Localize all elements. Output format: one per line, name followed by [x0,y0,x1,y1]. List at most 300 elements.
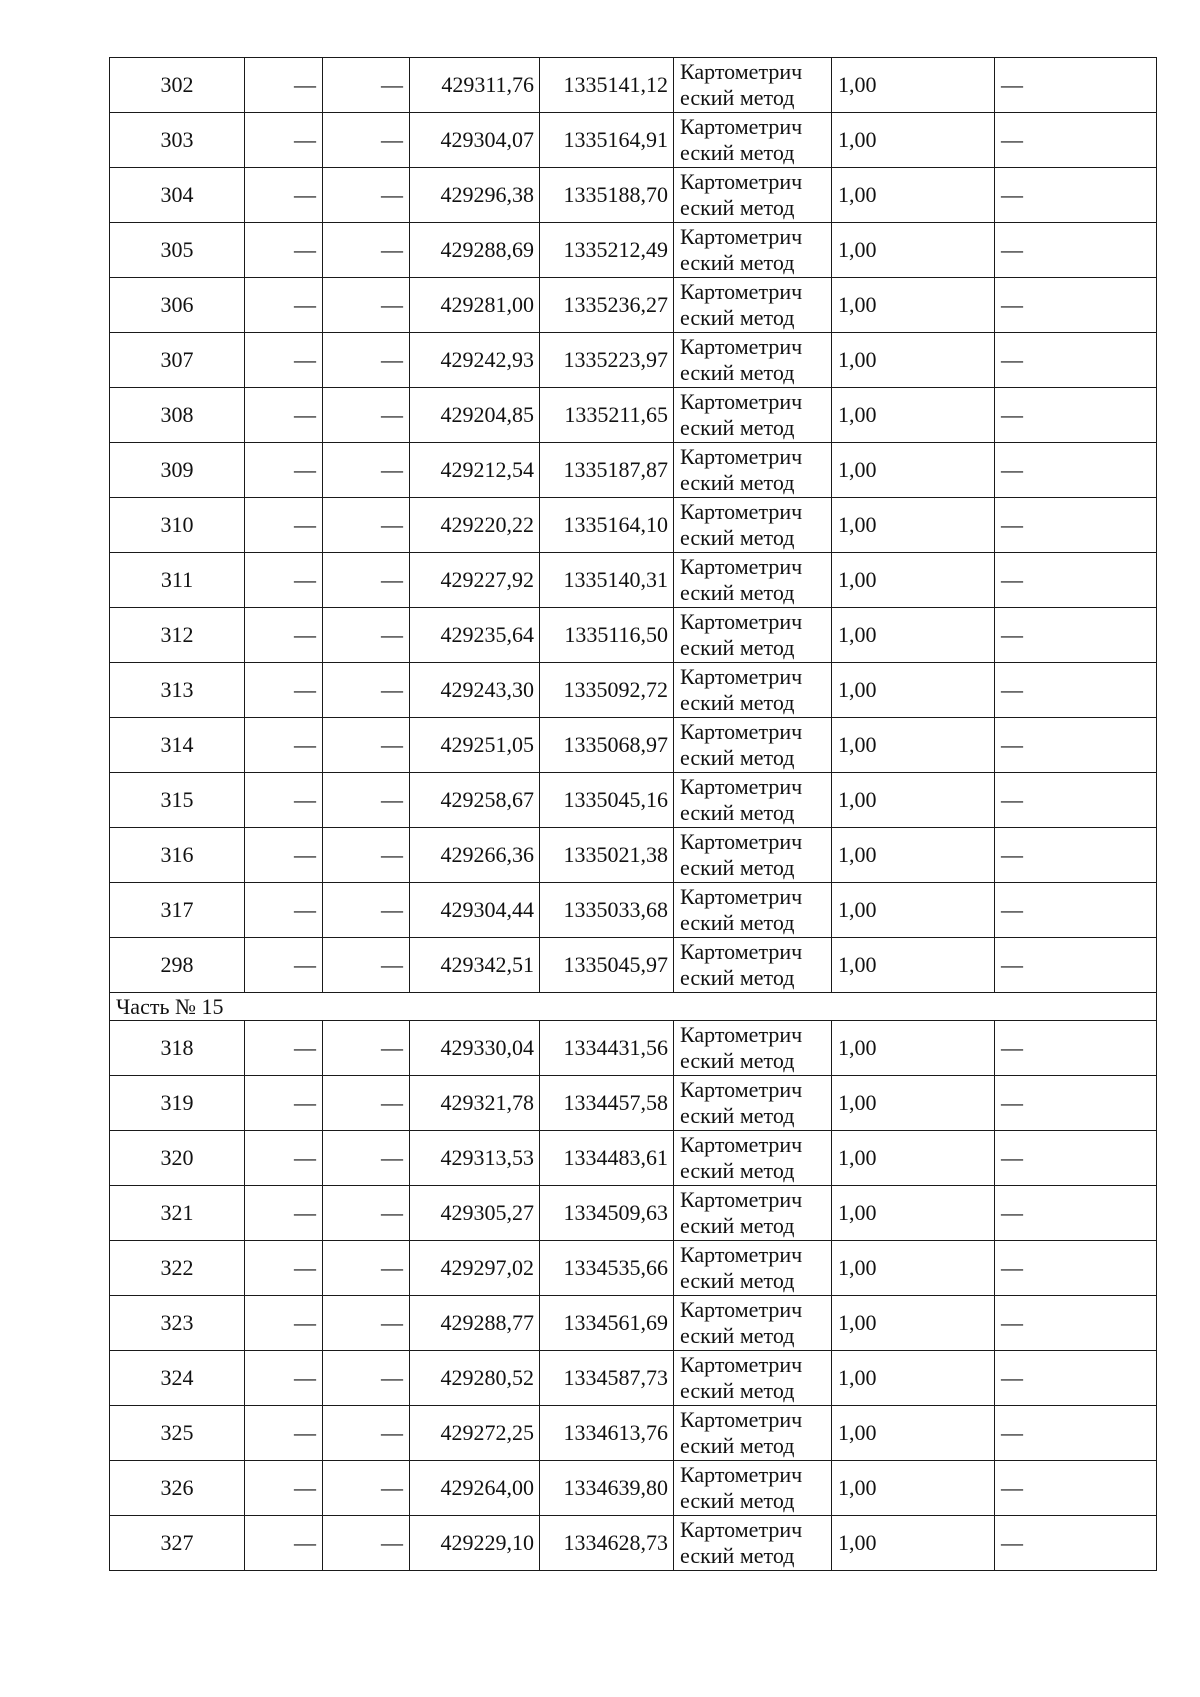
old-x-cell: — [245,773,323,828]
method-line-2: еский метод [680,580,795,605]
accuracy-value: 1,00 [832,1461,995,1516]
x-coordinate: 429251,05 [410,718,540,773]
description-cell: — [995,663,1157,718]
point-number: 302 [110,58,245,113]
table-row [110,443,1157,498]
table-row [110,773,1157,828]
description-cell: — [995,828,1157,883]
method-cell [674,938,832,993]
method-line-2: еский метод [680,250,795,275]
description-cell: — [995,1131,1157,1186]
x-coordinate: 429296,38 [410,168,540,223]
table-row [110,1461,1157,1516]
point-number: 317 [110,883,245,938]
method-cell [674,498,832,553]
accuracy-value: 1,00 [832,113,995,168]
old-y-cell: — [323,608,410,663]
method-line-2: еский метод [680,1488,795,1513]
accuracy-value: 1,00 [832,553,995,608]
old-y-cell: — [323,1351,410,1406]
description-cell: — [995,333,1157,388]
point-number: 318 [110,1021,245,1076]
method-cell [674,1131,832,1186]
y-coordinate: 1335211,65 [540,388,674,443]
method-cell [674,443,832,498]
method-line-2: еский метод [680,195,795,220]
y-coordinate: 1334457,58 [540,1076,674,1131]
description-cell: — [995,883,1157,938]
accuracy-value: 1,00 [832,1076,995,1131]
old-x-cell: — [245,58,323,113]
method-line-2: еский метод [680,1268,795,1293]
old-y-cell: — [323,1131,410,1186]
method-line-1: Картометрич [680,609,803,634]
point-number: 309 [110,443,245,498]
method-line-2: еский метод [680,1213,795,1238]
table-row [110,1406,1157,1461]
accuracy-value: 1,00 [832,278,995,333]
old-y-cell: — [323,58,410,113]
table-row [110,1186,1157,1241]
method-line-1: Картометрич [680,334,803,359]
method-cell [674,223,832,278]
y-coordinate: 1335236,27 [540,278,674,333]
point-number: 324 [110,1351,245,1406]
old-x-cell: — [245,1516,323,1571]
old-y-cell: — [323,1296,410,1351]
old-x-cell: — [245,168,323,223]
table-row [110,58,1157,113]
y-coordinate: 1334535,66 [540,1241,674,1296]
x-coordinate: 429220,22 [410,498,540,553]
point-number: 315 [110,773,245,828]
table-row [110,1021,1157,1076]
method-cell [674,1351,832,1406]
old-y-cell: — [323,553,410,608]
old-y-cell: — [323,168,410,223]
old-y-cell: — [323,1021,410,1076]
method-line-2: еский метод [680,1158,795,1183]
old-x-cell: — [245,1296,323,1351]
x-coordinate: 429280,52 [410,1351,540,1406]
accuracy-value: 1,00 [832,663,995,718]
accuracy-value: 1,00 [832,1186,995,1241]
x-coordinate: 429258,67 [410,773,540,828]
old-x-cell: — [245,1131,323,1186]
accuracy-value: 1,00 [832,498,995,553]
old-y-cell: — [323,773,410,828]
description-cell: — [995,1296,1157,1351]
old-y-cell: — [323,443,410,498]
method-line-1: Картометрич [680,664,803,689]
x-coordinate: 429272,25 [410,1406,540,1461]
x-coordinate: 429264,00 [410,1461,540,1516]
table-row [110,1351,1157,1406]
method-line-2: еский метод [680,910,795,935]
old-x-cell: — [245,223,323,278]
method-line-1: Картометрич [680,774,803,799]
table-row [110,278,1157,333]
description-cell: — [995,1406,1157,1461]
description-cell: — [995,1186,1157,1241]
method-line-1: Картометрич [680,224,803,249]
method-line-2: еский метод [680,525,795,550]
old-x-cell: — [245,828,323,883]
x-coordinate: 429288,69 [410,223,540,278]
y-coordinate: 1335141,12 [540,58,674,113]
y-coordinate: 1334628,73 [540,1516,674,1571]
method-line-2: еский метод [680,140,795,165]
method-line-1: Картометрич [680,829,803,854]
point-number: 323 [110,1296,245,1351]
description-cell: — [995,278,1157,333]
description-cell: — [995,443,1157,498]
method-line-2: еский метод [680,1543,795,1568]
accuracy-value: 1,00 [832,1021,995,1076]
point-number: 312 [110,608,245,663]
description-cell: — [995,608,1157,663]
accuracy-value: 1,00 [832,1131,995,1186]
method-line-2: еский метод [680,1433,795,1458]
method-cell [674,773,832,828]
accuracy-value: 1,00 [832,1296,995,1351]
old-x-cell: — [245,1076,323,1131]
method-cell [674,1461,832,1516]
method-cell [674,883,832,938]
accuracy-value: 1,00 [832,828,995,883]
old-x-cell: — [245,663,323,718]
method-line-2: еский метод [680,305,795,330]
point-number: 314 [110,718,245,773]
table-body [110,58,1157,1571]
method-cell [674,1406,832,1461]
old-x-cell: — [245,1186,323,1241]
old-x-cell: — [245,718,323,773]
y-coordinate: 1334639,80 [540,1461,674,1516]
old-x-cell: — [245,1461,323,1516]
old-y-cell: — [323,1406,410,1461]
x-coordinate: 429212,54 [410,443,540,498]
accuracy-value: 1,00 [832,718,995,773]
description-cell: — [995,223,1157,278]
x-coordinate: 429342,51 [410,938,540,993]
description-cell: — [995,113,1157,168]
old-x-cell: — [245,608,323,663]
table-row [110,333,1157,388]
y-coordinate: 1334483,61 [540,1131,674,1186]
old-y-cell: — [323,718,410,773]
old-y-cell: — [323,223,410,278]
method-line-1: Картометрич [680,1462,803,1487]
method-cell [674,608,832,663]
method-line-2: еский метод [680,1323,795,1348]
x-coordinate: 429304,44 [410,883,540,938]
method-line-2: еский метод [680,470,795,495]
method-cell [674,718,832,773]
table-row [110,883,1157,938]
old-y-cell: — [323,883,410,938]
x-coordinate: 429288,77 [410,1296,540,1351]
y-coordinate: 1335188,70 [540,168,674,223]
method-line-1: Картометрич [680,1132,803,1157]
y-coordinate: 1335164,91 [540,113,674,168]
accuracy-value: 1,00 [832,608,995,663]
y-coordinate: 1335033,68 [540,883,674,938]
method-line-2: еский метод [680,1048,795,1073]
table-row [110,608,1157,663]
y-coordinate: 1335092,72 [540,663,674,718]
old-x-cell: — [245,333,323,388]
table-row [110,828,1157,883]
old-y-cell: — [323,663,410,718]
point-number: 310 [110,498,245,553]
y-coordinate: 1335212,49 [540,223,674,278]
table-row [110,663,1157,718]
method-line-2: еский метод [680,690,795,715]
method-line-1: Картометрич [680,389,803,414]
table-row [110,553,1157,608]
y-coordinate: 1335164,10 [540,498,674,553]
description-cell: — [995,1516,1157,1571]
description-cell: — [995,1351,1157,1406]
y-coordinate: 1334509,63 [540,1186,674,1241]
method-cell [674,1021,832,1076]
old-y-cell: — [323,388,410,443]
y-coordinate: 1335021,38 [540,828,674,883]
method-line-2: еский метод [680,415,795,440]
accuracy-value: 1,00 [832,1406,995,1461]
method-line-1: Картометрич [680,1297,803,1322]
y-coordinate: 1334431,56 [540,1021,674,1076]
table-row [110,388,1157,443]
method-cell [674,1296,832,1351]
method-cell [674,1516,832,1571]
method-cell [674,113,832,168]
point-number: 321 [110,1186,245,1241]
x-coordinate: 429243,30 [410,663,540,718]
coordinates-table [109,57,1157,1571]
method-cell [674,278,832,333]
table-row [110,938,1157,993]
point-number: 303 [110,113,245,168]
method-line-1: Картометрич [680,444,803,469]
method-line-1: Картометрич [680,1187,803,1212]
method-line-1: Картометрич [680,1077,803,1102]
method-cell [674,168,832,223]
table-row [110,1076,1157,1131]
method-line-1: Картометрич [680,59,803,84]
method-line-2: еский метод [680,745,795,770]
point-number: 319 [110,1076,245,1131]
method-cell [674,1186,832,1241]
x-coordinate: 429281,00 [410,278,540,333]
description-cell: — [995,553,1157,608]
old-y-cell: — [323,1186,410,1241]
method-line-1: Картометрич [680,1352,803,1377]
accuracy-value: 1,00 [832,333,995,388]
method-line-2: еский метод [680,800,795,825]
method-cell [674,663,832,718]
point-number: 307 [110,333,245,388]
method-line-2: еский метод [680,1103,795,1128]
accuracy-value: 1,00 [832,388,995,443]
y-coordinate: 1334561,69 [540,1296,674,1351]
old-x-cell: — [245,1406,323,1461]
accuracy-value: 1,00 [832,1241,995,1296]
table-row [110,168,1157,223]
point-number: 305 [110,223,245,278]
old-y-cell: — [323,278,410,333]
x-coordinate: 429229,10 [410,1516,540,1571]
old-y-cell: — [323,333,410,388]
description-cell: — [995,168,1157,223]
old-x-cell: — [245,278,323,333]
old-x-cell: — [245,113,323,168]
description-cell: — [995,718,1157,773]
y-coordinate: 1335140,31 [540,553,674,608]
method-line-1: Картометрич [680,169,803,194]
method-line-1: Картометрич [680,719,803,744]
description-cell: — [995,1021,1157,1076]
point-number: 304 [110,168,245,223]
old-x-cell: — [245,553,323,608]
method-line-2: еский метод [680,635,795,660]
y-coordinate: 1334587,73 [540,1351,674,1406]
method-line-1: Картометрич [680,884,803,909]
point-number: 320 [110,1131,245,1186]
method-cell [674,1076,832,1131]
old-x-cell: — [245,1351,323,1406]
accuracy-value: 1,00 [832,1516,995,1571]
method-line-2: еский метод [680,1378,795,1403]
description-cell: — [995,1241,1157,1296]
y-coordinate: 1335045,97 [540,938,674,993]
old-y-cell: — [323,1461,410,1516]
point-number: 322 [110,1241,245,1296]
method-cell [674,333,832,388]
table-row [110,1131,1157,1186]
y-coordinate: 1334613,76 [540,1406,674,1461]
method-line-1: Картометрич [680,939,803,964]
old-x-cell: — [245,938,323,993]
x-coordinate: 429305,27 [410,1186,540,1241]
old-x-cell: — [245,883,323,938]
x-coordinate: 429266,36 [410,828,540,883]
table-row [110,223,1157,278]
old-x-cell: — [245,1021,323,1076]
x-coordinate: 429227,92 [410,553,540,608]
x-coordinate: 429235,64 [410,608,540,663]
method-line-1: Картометрич [680,1022,803,1047]
description-cell: — [995,938,1157,993]
point-number: 316 [110,828,245,883]
point-number: 325 [110,1406,245,1461]
old-x-cell: — [245,498,323,553]
x-coordinate: 429304,07 [410,113,540,168]
description-cell: — [995,498,1157,553]
table-row [110,113,1157,168]
method-cell [674,553,832,608]
x-coordinate: 429313,53 [410,1131,540,1186]
old-x-cell: — [245,1241,323,1296]
method-cell [674,388,832,443]
description-cell: — [995,773,1157,828]
method-cell [674,1241,832,1296]
accuracy-value: 1,00 [832,773,995,828]
x-coordinate: 429321,78 [410,1076,540,1131]
old-y-cell: — [323,1076,410,1131]
method-line-1: Картометрич [680,279,803,304]
table-row [110,718,1157,773]
table-row [110,1296,1157,1351]
method-line-2: еский метод [680,855,795,880]
old-x-cell: — [245,443,323,498]
accuracy-value: 1,00 [832,223,995,278]
x-coordinate: 429204,85 [410,388,540,443]
old-y-cell: — [323,828,410,883]
accuracy-value: 1,00 [832,883,995,938]
accuracy-value: 1,00 [832,443,995,498]
description-cell: — [995,1461,1157,1516]
description-cell: — [995,388,1157,443]
method-line-2: еский метод [680,965,795,990]
accuracy-value: 1,00 [832,58,995,113]
table-row [110,1516,1157,1571]
method-line-1: Картометрич [680,499,803,524]
old-y-cell: — [323,938,410,993]
method-line-2: еский метод [680,85,795,110]
method-line-1: Картометрич [680,554,803,579]
method-line-1: Картометрич [680,1517,803,1542]
point-number: 327 [110,1516,245,1571]
point-number: 306 [110,278,245,333]
method-line-2: еский метод [680,360,795,385]
description-cell: — [995,1076,1157,1131]
method-cell [674,828,832,883]
accuracy-value: 1,00 [832,1351,995,1406]
old-y-cell: — [323,1516,410,1571]
table-row [110,498,1157,553]
point-number: 311 [110,553,245,608]
old-x-cell: — [245,388,323,443]
table-row [110,1241,1157,1296]
point-number: 298 [110,938,245,993]
method-line-1: Картометрич [680,1407,803,1432]
y-coordinate: 1335045,16 [540,773,674,828]
old-y-cell: — [323,113,410,168]
x-coordinate: 429311,76 [410,58,540,113]
old-y-cell: — [323,498,410,553]
x-coordinate: 429242,93 [410,333,540,388]
point-number: 313 [110,663,245,718]
accuracy-value: 1,00 [832,168,995,223]
section-row [110,993,1157,1021]
method-cell [674,58,832,113]
x-coordinate: 429297,02 [410,1241,540,1296]
old-y-cell: — [323,1241,410,1296]
section-label: Часть № 15 [110,993,1157,1021]
description-cell: — [995,58,1157,113]
y-coordinate: 1335187,87 [540,443,674,498]
point-number: 326 [110,1461,245,1516]
accuracy-value: 1,00 [832,938,995,993]
y-coordinate: 1335068,97 [540,718,674,773]
x-coordinate: 429330,04 [410,1021,540,1076]
y-coordinate: 1335116,50 [540,608,674,663]
y-coordinate: 1335223,97 [540,333,674,388]
point-number: 308 [110,388,245,443]
method-line-1: Картометрич [680,114,803,139]
